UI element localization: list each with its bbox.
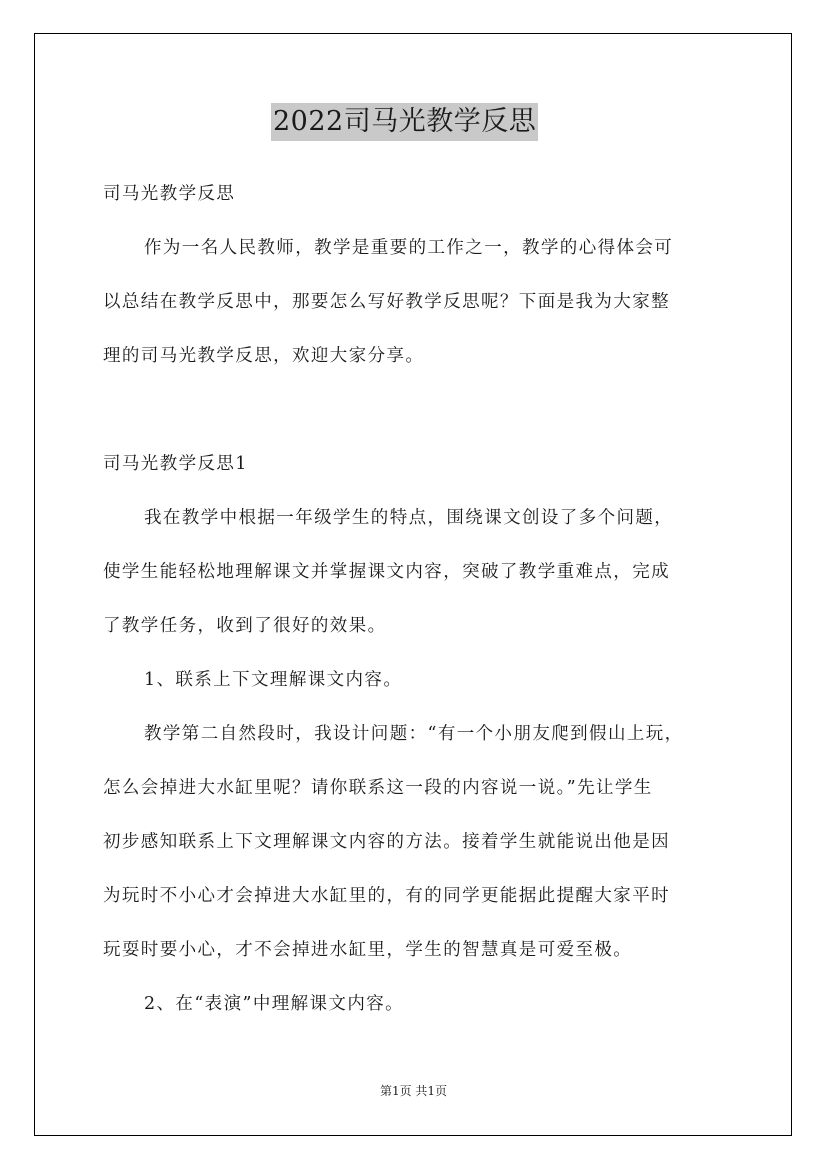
page-footer: 第1页 共1页 <box>379 1084 448 1098</box>
paragraph-line: 使学生能轻松地理解课文并掌握课文内容，突破了教学重难点，完成 <box>103 562 670 582</box>
paragraph-line: 玩耍时要小心，才不会掉进水缸里，学生的智慧真是可爱至极。 <box>103 940 633 960</box>
paragraph-line: 初步感知联系上下文理解课文内容的方法。接着学生就能说出他是因 <box>103 832 670 852</box>
paragraph-line: 了教学任务，收到了很好的效果。 <box>103 616 387 636</box>
paragraph-line: 为玩时不小心才会掉进大水缸里的，有的同学更能据此提醒大家平时 <box>103 886 670 906</box>
paragraph-line: 理的司马光教学反思，欢迎大家分享。 <box>103 346 425 366</box>
paragraph-line: 作为一名人民教师，教学是重要的工作之一，教学的心得体会可 <box>144 238 674 258</box>
paragraph-line: 怎么会掉进大水缸里呢？请你联系这一段的内容说一说。”先让学生 <box>103 778 653 798</box>
document-title: 2022司马光教学反思 <box>271 103 538 141</box>
section-heading: 司马光教学反思1 <box>103 454 248 474</box>
list-item: 2、在“表演”中理解课文内容。 <box>144 994 405 1014</box>
list-item: 1、联系上下文理解课文内容。 <box>144 670 403 690</box>
paragraph-line: 以总结在教学反思中，那要怎么写好教学反思呢？下面是我为大家整 <box>103 292 670 312</box>
section-heading: 司马光教学反思 <box>103 184 236 204</box>
paragraph-line: 教学第二自然段时，我设计问题：“有一个小朋友爬到假山上玩， <box>144 724 684 744</box>
paragraph-line: 我在教学中根据一年级学生的特点，围绕课文创设了多个问题， <box>144 508 674 528</box>
